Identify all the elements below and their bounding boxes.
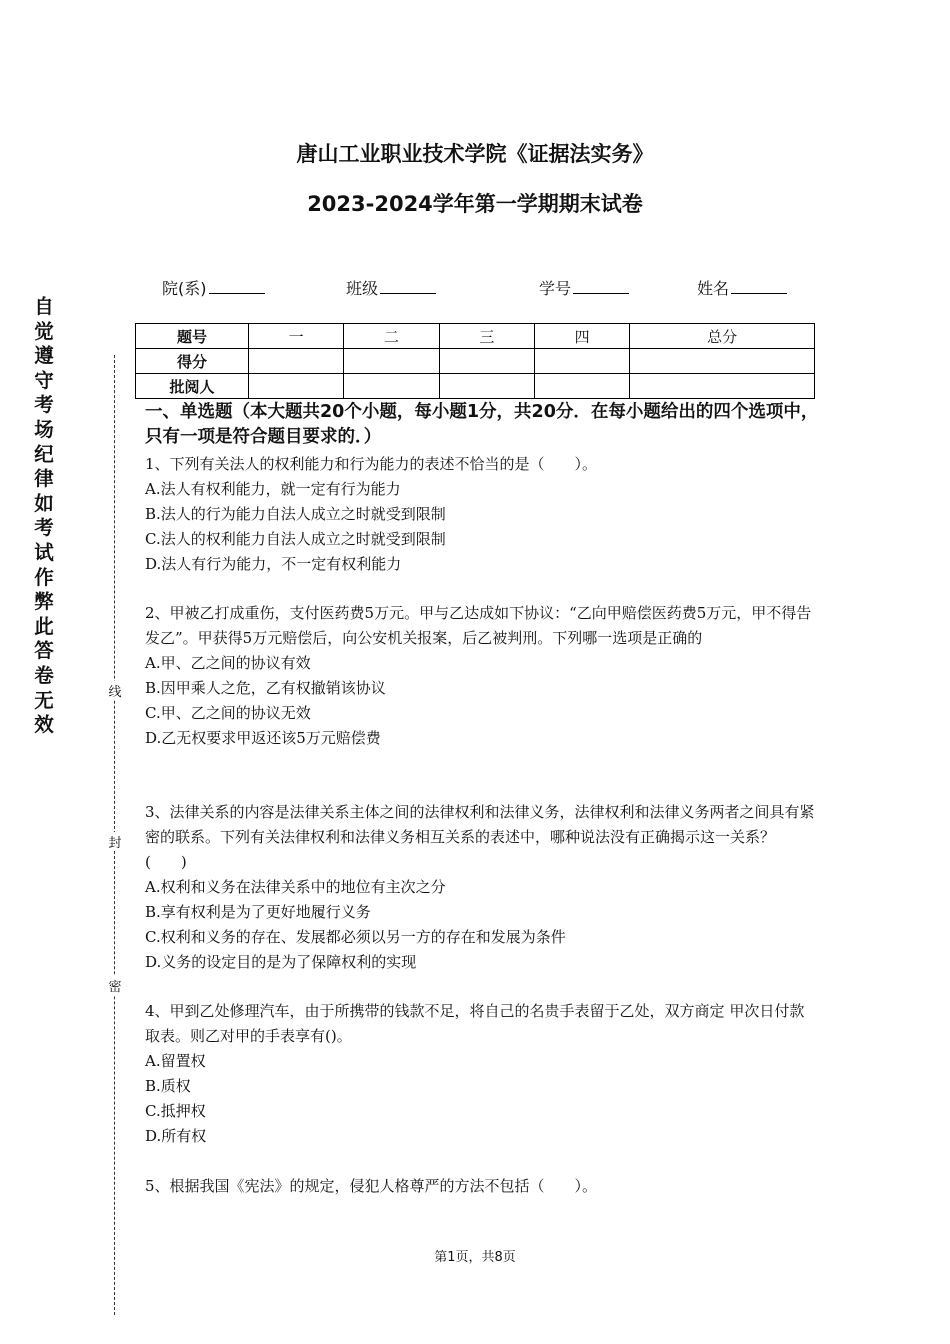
class-blank[interactable] xyxy=(380,278,436,294)
question-1 xyxy=(145,452,815,577)
name-blank[interactable] xyxy=(731,278,787,294)
option-d[interactable]: D.所有权 xyxy=(145,1127,207,1145)
question-5 xyxy=(145,1174,815,1199)
score-cell[interactable] xyxy=(630,349,815,374)
side-notice: 自觉遵守考场纪律如考试作弊此答卷无效 xyxy=(34,295,54,737)
row-label: 批阅人 xyxy=(136,374,249,399)
grader-cell[interactable] xyxy=(344,374,439,399)
dept-label: 院(系) xyxy=(162,279,207,298)
option-d[interactable]: D.乙无权要求甲返还该5万元赔偿费 xyxy=(145,729,381,747)
student-id-field xyxy=(539,276,629,299)
score-table-header xyxy=(136,324,815,349)
exam-title-line1: 唐山工业职业技术学院《证据法实务》 xyxy=(296,142,654,166)
binding-mark-seal: 封 xyxy=(106,832,124,851)
header-cell: 总分 xyxy=(630,324,815,349)
name-field xyxy=(697,276,787,299)
option-d[interactable]: D.法人有行为能力，不一定有权利能力 xyxy=(145,555,402,573)
question-stem: 5、根据我国《宪法》的规定，侵犯人格尊严的方法不包括（ ）。 xyxy=(145,1177,598,1195)
question-2 xyxy=(145,601,815,751)
option-c[interactable]: C.权利和义务的存在、发展都必须以另一方的存在和发展为条件 xyxy=(145,928,566,946)
question-stem: 1、下列有关法人的权利能力和行为能力的表述不恰当的是（ ）。 xyxy=(145,455,598,473)
option-c[interactable]: C.抵押权 xyxy=(145,1102,206,1120)
name-label: 姓名 xyxy=(697,279,730,298)
class-label: 班级 xyxy=(346,279,379,298)
row-label: 得分 xyxy=(136,349,249,374)
binding-mark-line: 线 xyxy=(106,681,124,700)
grader-cell[interactable] xyxy=(630,374,815,399)
question-4 xyxy=(145,999,815,1149)
binding-mark-secret: 密 xyxy=(106,976,124,995)
option-a[interactable]: A.甲、乙之间的协议有效 xyxy=(145,654,311,672)
header-cell: 二 xyxy=(344,324,439,349)
score-row xyxy=(136,349,815,374)
header-cell: 三 xyxy=(439,324,534,349)
exam-title-line2: 2023-2024学年第一学期期末试卷 xyxy=(307,192,643,216)
header-cell: 一 xyxy=(249,324,344,349)
option-b[interactable]: B.法人的行为能力自法人成立之时就受到限制 xyxy=(145,505,446,523)
question-stem: 2、甲被乙打成重伤，支付医药费5万元。甲与乙达成如下协议：“乙向甲赔偿医药费5万元，甲不得告发乙”。甲获得5万元赔偿后，向公安机关报案，后乙被判刑。下列哪一选项是正确的 xyxy=(145,604,812,647)
grader-cell[interactable] xyxy=(439,374,534,399)
score-table xyxy=(135,323,815,399)
option-a[interactable]: A.留置权 xyxy=(145,1052,206,1070)
score-cell[interactable] xyxy=(534,349,629,374)
option-c[interactable]: C.法人的权利能力自法人成立之时就受到限制 xyxy=(145,530,446,548)
dept-blank[interactable] xyxy=(209,278,265,294)
score-cell[interactable] xyxy=(344,349,439,374)
score-cell[interactable] xyxy=(249,349,344,374)
class-field xyxy=(346,276,436,299)
question-3 xyxy=(145,800,815,975)
option-a[interactable]: A.权利和义务在法律关系中的地位有主次之分 xyxy=(145,878,446,896)
student-id-blank[interactable] xyxy=(573,278,629,294)
option-b[interactable]: B.质权 xyxy=(145,1077,191,1095)
header-cell: 题号 xyxy=(136,324,249,349)
dept-field xyxy=(162,276,265,299)
option-b[interactable]: B.因甲乘人之危，乙有权撤销该协议 xyxy=(145,679,386,697)
option-a[interactable]: A.法人有权利能力，就一定有行为能力 xyxy=(145,480,401,498)
option-d[interactable]: D.义务的设定目的是为了保障权利的实现 xyxy=(145,953,417,971)
score-cell[interactable] xyxy=(439,349,534,374)
grader-cell[interactable] xyxy=(534,374,629,399)
header-cell: 四 xyxy=(534,324,629,349)
grader-row xyxy=(136,374,815,399)
question-stem: 3、法律关系的内容是法律关系主体之间的法律权利和法律义务，法律权利和法律义务两者之间具有紧密的联系。下列有关法律权利和法律义务相互关系的表述中，哪种说法没有正确揭示这一关系？( ) xyxy=(145,803,815,871)
option-b[interactable]: B.享有权利是为了更好地履行义务 xyxy=(145,903,371,921)
section-heading: 一、单选题（本大题共20个小题，每小题1分，共20分．在每小题给出的四个选项中，只有一项是符合题目要求的．） xyxy=(145,402,819,447)
option-c[interactable]: C.甲、乙之间的协议无效 xyxy=(145,704,311,722)
page-footer: 第1页，共8页 xyxy=(434,1250,516,1265)
question-stem: 4、甲到乙处修理汽车，由于所携带的钱款不足，将自己的名贵手表留于乙处，双方商定 甲次日付款取表。则乙对甲的手表享有()。 xyxy=(145,1002,805,1045)
student-id-label: 学号 xyxy=(539,279,572,298)
grader-cell[interactable] xyxy=(249,374,344,399)
